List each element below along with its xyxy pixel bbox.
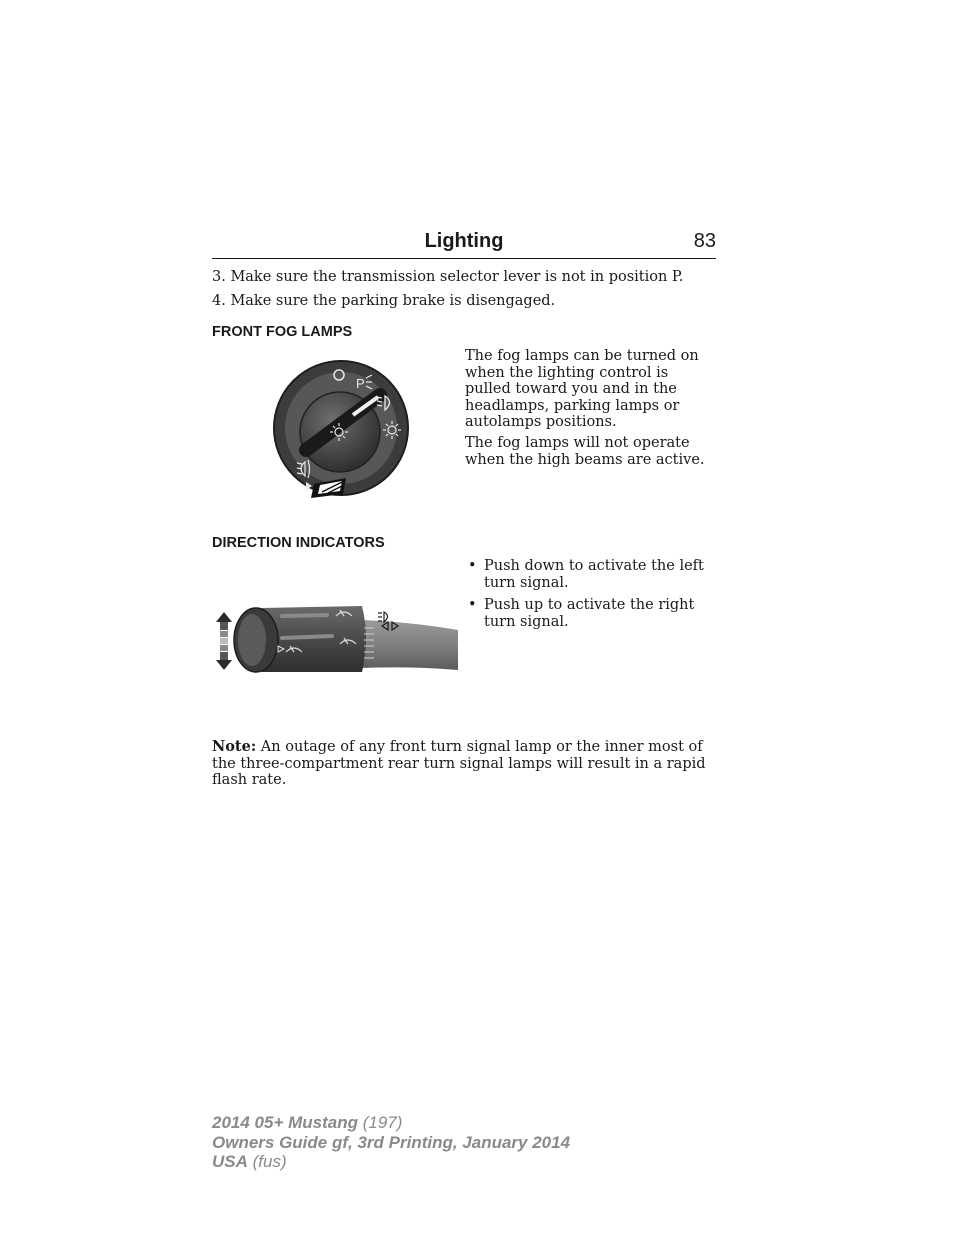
footer-line-2: Owners Guide gf, 3rd Printing, January 2014 (212, 1132, 571, 1152)
up-down-arrow-icon (216, 612, 232, 670)
footer-market-code: (fus) (247, 1152, 287, 1171)
note-text: An outage of any front turn signal lamp or the inner most of the three-compartment rear turn signal lamps will result in a rapid flash rate. (212, 739, 706, 788)
page-number: 83 (693, 230, 716, 252)
list-item: • Push down to activate the left turn signal. (465, 558, 723, 591)
step-4: 4. Make sure the parking brake is disengaged. (212, 293, 556, 309)
parking-symbol: P (356, 376, 365, 391)
turn-signal-instructions (465, 558, 723, 636)
page-footer (212, 1113, 570, 1172)
footer-model: 2014 05+ Mustang (212, 1113, 358, 1132)
note-paragraph (212, 739, 722, 789)
page-header (212, 228, 716, 259)
high-beam-icon (378, 612, 388, 622)
direction-indicators-heading: DIRECTION INDICATORS (212, 535, 385, 551)
footer-market: USA (212, 1152, 248, 1171)
note-label: Note: (212, 738, 257, 755)
turn-signal-stalk-illustration (212, 602, 460, 676)
step-3: 3. Make sure the transmission selector lever is not in position P. (212, 269, 684, 285)
fog-lamps-heading: FRONT FOG LAMPS (212, 324, 353, 340)
fog-lamps-paragraph-1: The fog lamps can be turned on when the lighting control is pulled toward you and in the headlamps, parking lamps or autolamps positions. (465, 348, 699, 430)
footer-model-code: (197) (358, 1113, 403, 1132)
section-title: Lighting (424, 230, 504, 252)
list-item: • Push up to activate the right turn signal. (465, 597, 723, 630)
footer-line-3 (212, 1152, 570, 1172)
footer-line-1 (212, 1113, 570, 1133)
fog-lamps-paragraph-2: The fog lamps will not operate when the high beams are active. (465, 435, 705, 468)
headlamp-dial-illustration (268, 360, 416, 500)
